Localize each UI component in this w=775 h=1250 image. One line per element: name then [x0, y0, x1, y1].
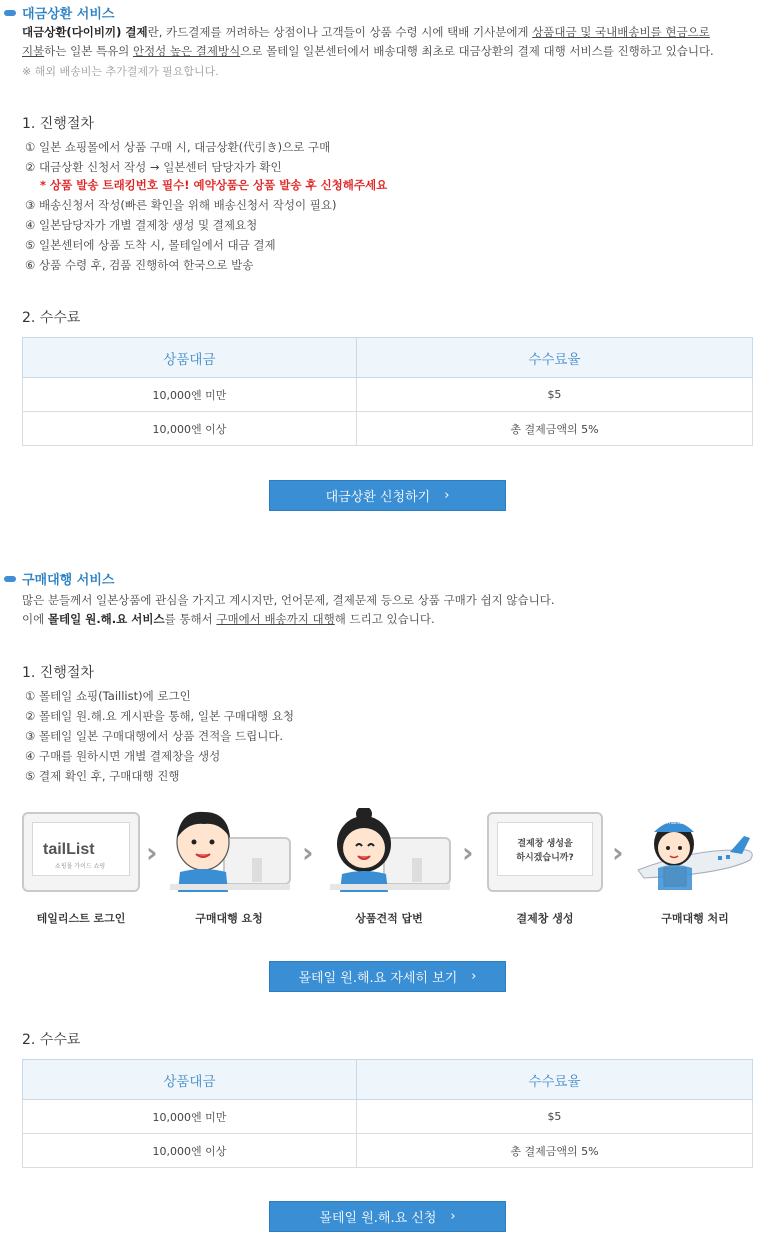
flow-label-payment: 결제창 생성: [516, 912, 574, 925]
cod-note: ※ 해외 배송비는 추가결제가 필요합니다.: [22, 65, 219, 78]
table-header-row: [23, 1060, 753, 1100]
table-row: [23, 1100, 753, 1134]
title-bullet-icon: [4, 576, 16, 582]
cod-steps: [25, 137, 387, 275]
table-cell: 10,000엔 미만: [23, 378, 357, 412]
flow-label-process: 구매대행 처리: [661, 912, 729, 925]
buy-title-text: 구매대행 서비스: [22, 573, 115, 588]
title-bullet-icon: [4, 10, 16, 16]
taillist-logo: tailList: [43, 841, 95, 858]
buy-step: ① 몰테일 쇼핑(Taillist)에 로그인: [25, 689, 191, 703]
chevron-right-icon: ›: [471, 969, 477, 984]
cod-intro-underline-2: 지불: [22, 44, 45, 58]
buy-intro-line-1: 많은 분들께서 일본상품에 관심을 가지고 계시지만, 언어문제, 결제문제 등으로 상품 구매가 쉽지 않습니다.: [22, 593, 555, 607]
cod-apply-label: 대금상환 신청하기: [325, 490, 431, 505]
buy-detail-button[interactable]: [269, 961, 506, 992]
payment-screen-text: 결제창 생성을 하시겠습니까?: [516, 839, 574, 863]
cod-process-title: 1. 진행절차: [22, 116, 94, 132]
chevron-right-icon: ›: [146, 836, 158, 869]
delivery-plane-illustration: [634, 808, 758, 898]
chevron-right-icon: ›: [302, 836, 314, 869]
buy-intro-text-a: 이에: [22, 612, 48, 626]
request-person-illustration: [158, 808, 298, 898]
buy-intro-text-e: 해 드리고 있습니다.: [334, 612, 435, 626]
fee-header-price: 상품대금: [23, 338, 357, 378]
buy-steps: [25, 686, 294, 786]
cod-title-text: 대금상환 서비스: [22, 7, 115, 22]
buy-section-title: [4, 569, 114, 588]
cod-step: ③ 배송신청서 작성(빠른 확인을 위해 배송신청서 작성이 필요): [25, 198, 337, 212]
fee-header-rate: 수수료율: [356, 1060, 752, 1100]
cod-step: ⑤ 일본센터에 상품 도착 시, 몰테일에서 대금 결제: [25, 238, 276, 252]
buy-intro-underline: 구매에서 배송까지 대행: [216, 612, 335, 626]
cod-intro-underline-3: 안정성 높은 결제방식: [132, 44, 241, 58]
table-cell: $5: [356, 1100, 752, 1134]
table-header-row: [23, 338, 753, 378]
chevron-right-icon: ›: [450, 1209, 456, 1224]
plane-cap-text: malltail: [667, 820, 686, 826]
cod-section-title: [4, 3, 114, 22]
table-cell: $5: [356, 378, 752, 412]
buy-apply-label: 몰테일 원.해.요 신청: [319, 1211, 437, 1226]
flow-label-quote: 상품견적 답변: [355, 912, 423, 925]
chevron-right-icon: ›: [462, 836, 474, 869]
cod-step: ④ 일본담당자가 개별 결제창 생성 및 결제요청: [25, 218, 258, 232]
table-cell: 10,000엔 이상: [23, 412, 357, 446]
table-row: [23, 378, 753, 412]
buy-intro-bold: 몰테일 원.해.요 서비스: [47, 612, 165, 626]
quote-person-illustration: [316, 808, 456, 898]
buy-fee-table: [22, 1059, 753, 1168]
flow-label-request: 구매대행 요청: [195, 912, 263, 925]
table-row: [23, 412, 753, 446]
chevron-right-icon: ›: [612, 836, 624, 869]
buy-intro: [22, 591, 762, 629]
cod-intro-text-3: 으로 몰테일 일본센터에서 배송대행 최초로 대금상환의 결제 대행 서비스를 진행하고 있습니다.: [240, 44, 714, 58]
flow-label-login: 테일리스트 로그인: [36, 912, 126, 925]
buy-step: ② 몰테일 원.해.요 게시판을 통해, 일본 구매대행 요청: [25, 709, 295, 723]
buy-apply-button[interactable]: [269, 1201, 506, 1232]
buy-fee-title: 2. 수수료: [22, 1032, 81, 1048]
table-cell: 10,000엔 미만: [23, 1100, 357, 1134]
buy-step: ⑤ 결제 확인 후, 구매대행 진행: [25, 769, 180, 783]
cod-step: ⑥ 상품 수령 후, 검품 진행하여 한국으로 발송: [25, 258, 254, 272]
cod-intro-text-2: 하는 일본 특유의: [44, 44, 133, 58]
cod-fee-title: 2. 수수료: [22, 310, 81, 326]
cod-intro: [22, 23, 762, 61]
buy-intro-text-c: 를 통해서: [164, 612, 217, 626]
buy-detail-label: 몰테일 원.해.요 자세히 보기: [298, 971, 458, 986]
cod-fee-table: [22, 337, 753, 446]
payment-monitor-illustration: [487, 812, 603, 892]
buy-process-title: 1. 진행절차: [22, 665, 94, 681]
cod-apply-button[interactable]: [269, 480, 506, 511]
login-monitor-illustration: [22, 812, 140, 892]
fee-header-rate: 수수료율: [356, 338, 752, 378]
buy-step: ④ 구매를 원하시면 개별 결제창을 생성: [25, 749, 221, 763]
buy-step: ③ 몰테일 일본 구매대행에서 상품 견적을 드립니다.: [25, 729, 284, 743]
table-row: [23, 1134, 753, 1168]
table-cell: 10,000엔 이상: [23, 1134, 357, 1168]
cod-warning: * 상품 발송 트래킹번호 필수! 예약상품은 상품 발송 후 신청해주세요: [40, 178, 388, 192]
cod-step: ② 대금상환 신청서 작성 → 일본센터 담당자가 확인: [25, 160, 282, 174]
table-cell: 총 결제금액의 5%: [356, 412, 752, 446]
cod-intro-underline-1: 상품대금 및 국내배송비를 현금으로: [532, 25, 710, 39]
fee-header-price: 상품대금: [23, 1060, 357, 1100]
buy-flow-diagram: [0, 808, 775, 933]
cod-step: ① 일본 쇼핑몰에서 상품 구매 시, 대금상환(代引き)으로 구매: [25, 140, 331, 154]
taillist-logo-sub: 쇼핑몰 가이드 쇼핑: [55, 863, 106, 870]
cod-intro-text-1: 란, 카드결제를 꺼려하는 상점이나 고객들이 상품 수령 시에 택배 기사분에게: [147, 25, 533, 39]
table-cell: 총 결제금액의 5%: [356, 1134, 752, 1168]
chevron-right-icon: ›: [444, 488, 450, 503]
cod-intro-bold: 대금상환(다이비끼) 결제: [22, 25, 148, 39]
